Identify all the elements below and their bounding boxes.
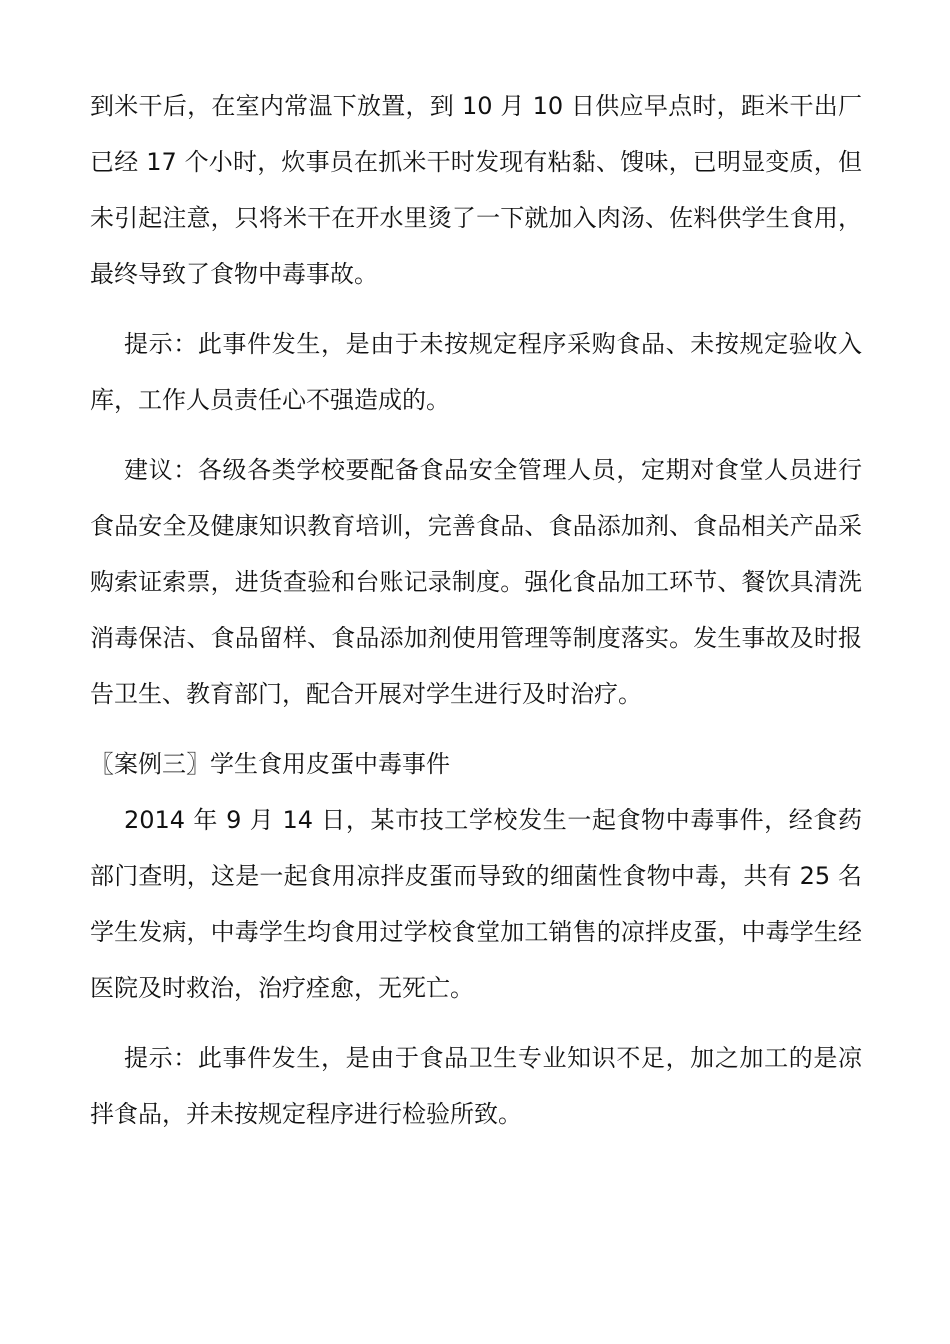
paragraph-case-three-hint: 提示：此事件发生，是由于食品卫生专业知识不足，加之加工的是凉拌食品，并未按规定程序进行检验所致。	[90, 1044, 862, 1128]
document-page	[90, 78, 862, 1142]
case-three-heading: 〖案例三〗学生食用皮蛋中毒事件	[90, 750, 450, 778]
paragraph-case-three-description: 2014 年 9 月 14 日，某市技工学校发生一起食物中毒事件，经食药部门查明，这是一起食用凉拌皮蛋而导致的细菌性食物中毒，共有 25 名学生发病，中毒学生均食用过学校食堂加工销售的凉拌皮蛋，中毒学生经医院及时救治，治疗痊愈，无死亡。	[90, 806, 862, 1002]
paragraph-hint-1: 提示：此事件发生，是由于未按规定程序采购食品、未按规定验收入库，工作人员责任心不强造成的。	[90, 330, 862, 414]
paragraph-intro-continuation: 到米干后，在室内常温下放置，到 10 月 10 日供应早点时，距米干出厂已经 17 个小时，炊事员在抓米干时发现有粘黏、馊味，已明显变质，但未引起注意，只将米干在开水里烫了一下就加入肉汤、佐料供学生食用，最终导致了食物中毒事故。	[90, 92, 862, 288]
paragraph-suggestion: 建议：各级各类学校要配备食品安全管理人员，定期对食堂人员进行食品安全及健康知识教育培训，完善食品、食品添加剂、食品相关产品采购索证索票，进货查验和台账记录制度。强化食品加工环节、餐饮具清洗消毒保洁、食品留样、食品添加剂使用管理等制度落实。发生事故及时报告卫生、教育部门，配合开展对学生进行及时治疗。	[90, 456, 862, 708]
